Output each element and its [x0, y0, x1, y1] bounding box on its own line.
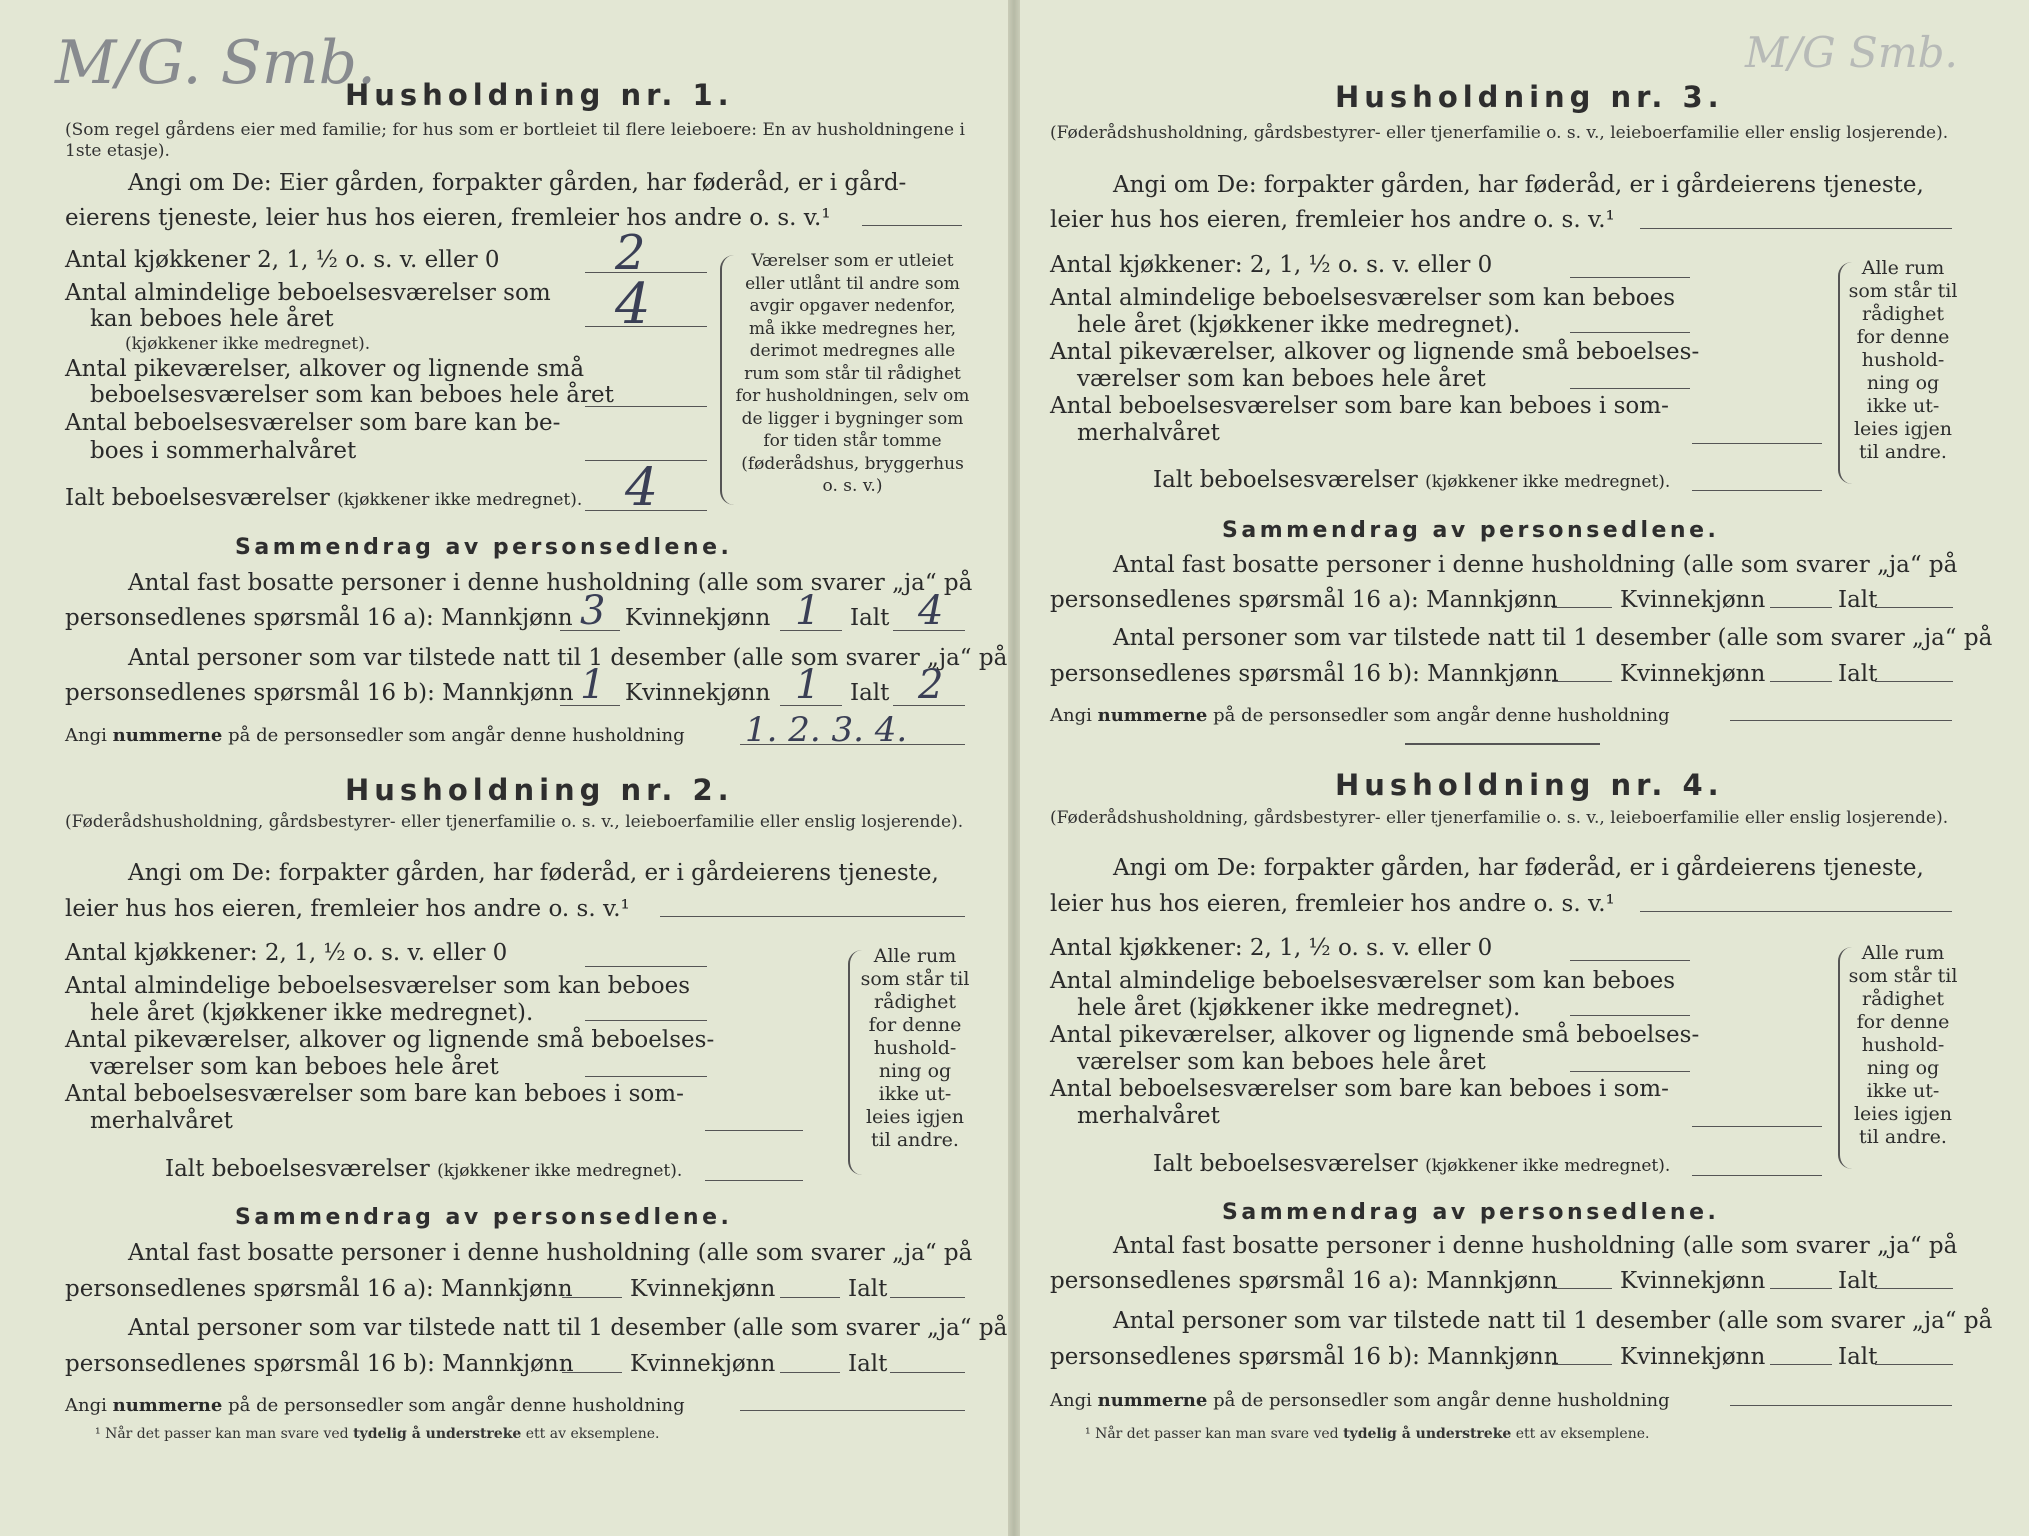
- h2-kitchens-label: Antal kjøkkener: 2, 1, ½ o. s. v. eller 0: [65, 940, 508, 966]
- h4-summary-s1b: personsedlenes spørsmål 16 a): Mannkjønn: [1050, 1268, 1558, 1294]
- left-footnote-post: ett av eksemplene.: [525, 1426, 660, 1442]
- h3-summary-s2a: Antal personer som var tilstede natt til 1 desember (alle som svarer „ja“ på: [1113, 625, 1993, 651]
- h2-summary-s1b: personsedlenes spørsmål 16 a): Mannkjønn: [65, 1276, 573, 1302]
- h4-kitchens-field: [1570, 960, 1690, 961]
- household-3-angi-line2: leier hus hos eieren, fremleier hos andre o. s. v.¹: [1050, 207, 1615, 233]
- h2-s1-male-field: [562, 1297, 622, 1298]
- h3-total-small: (kjøkkener ikke medregnet).: [1425, 472, 1671, 492]
- h4-summary-s1a: Antal fast bosatte personer i denne husholdning (alle som svarer „ja“ på: [1113, 1233, 1958, 1259]
- h2-numbers-pre: Angi: [65, 1395, 107, 1416]
- h3-kitchens-label: Antal kjøkkener: 2, 1, ½ o. s. v. eller 0: [1050, 252, 1493, 278]
- h1-side-note: Værelser som er utleiet eller utlånt til andre som avgir opgaver nedenfor, må ikke medregnes her, derimot medregnes alle rum som står til rådighet for husholdningen, selv om de ligger i bygninger som for tiden står tomme (føderådshus, bryggerhus o. s. v.): [735, 251, 970, 496]
- household-1-angi-line2: eierens tjeneste, leier hus hos eieren, fremleier hos andre o. s. v.¹: [65, 205, 831, 231]
- h3-numbers-bold: nummerne: [1097, 705, 1208, 726]
- right-footnote-pre: ¹ Når det passer kan man svare ved: [1085, 1426, 1339, 1442]
- left-footnote-bold: tydelig å understreke: [353, 1426, 522, 1442]
- h3-summer-rooms-label-a: Antal beboelsesværelser som bare kan beboes i som-: [1050, 393, 1669, 419]
- h1-kitchens-value: 2: [615, 225, 646, 281]
- h2-rooms-label-b: hele året (kjøkkener ikke medregnet).: [90, 1000, 534, 1026]
- h4-numbers-pre: Angi: [1050, 1390, 1092, 1411]
- h2-rooms-field: [585, 1020, 707, 1021]
- h1-total-value: 4: [625, 458, 659, 518]
- household-2-angi-line2: leier hus hos eieren, fremleier hos andre o. s. v.¹: [65, 896, 630, 922]
- h3-summary-title: Sammendrag av personsedlene.: [1222, 518, 1720, 543]
- household-1-title: Husholdning nr. 1.: [345, 78, 734, 112]
- h4-s2-total-field: [1875, 1364, 1953, 1365]
- h2-numbers-field: [740, 1410, 965, 1411]
- household-1-subtitle: (Som regel gårdens eier med familie; for hus som er bortleiet til flere leieboere: En av husholdningene i 1ste etasje).: [65, 120, 965, 161]
- h1-numbers-label: [65, 723, 685, 749]
- h1-summary-s2a: Antal personer som var tilstede natt til 1 desember (alle som svarer „ja“ på: [128, 645, 1008, 671]
- h1-summer-rooms-label-a: Antal beboelsesværelser som bare kan be-: [65, 410, 561, 436]
- h1-kitchens-label: Antal kjøkkener 2, 1, ½ o. s. v. eller 0: [65, 247, 500, 273]
- h1-numbers-post: på de personsedler som angår denne husholdning: [228, 725, 685, 746]
- h1-s1-total-label: Ialt: [850, 605, 890, 631]
- right-footnote: [1085, 1426, 1649, 1442]
- h4-s1-total-label: Ialt: [1838, 1268, 1878, 1294]
- right-handwritten-note: M/G Smb.: [1745, 28, 1958, 77]
- handwritten-note: M/G. Smb.: [55, 28, 377, 98]
- h3-s2-total-label: Ialt: [1838, 661, 1878, 687]
- h2-total-text: Ialt beboelsesværelser: [165, 1156, 430, 1182]
- h2-summary-s2b: personsedlenes spørsmål 16 b): Mannkjønn: [65, 1351, 574, 1377]
- h4-s1-total-field: [1875, 1288, 1953, 1289]
- h3-summer-rooms-label-b: merhalvåret: [1077, 420, 1220, 446]
- h4-summer-rooms-field: [1692, 1126, 1822, 1127]
- household-2-title: Husholdning nr. 2.: [345, 773, 734, 807]
- h2-total-field: [705, 1180, 803, 1181]
- h2-s1-total-label: Ialt: [848, 1276, 888, 1302]
- h3-s1-female-label: Kvinnekjønn: [1620, 587, 1766, 613]
- h2-kitchens-field: [585, 966, 707, 967]
- h2-summer-rooms-label-b: merhalvåret: [90, 1108, 233, 1134]
- h1-numbers-bold: nummerne: [112, 725, 223, 746]
- h4-total-text: Ialt beboelsesværelser: [1153, 1151, 1418, 1177]
- h3-total-field: [1692, 490, 1822, 491]
- h2-rooms-label-a: Antal almindelige beboelsesværelser som kan beboes: [65, 973, 691, 999]
- household-4-angi-line1: Angi om De: forpakter gården, har føderåd, er i gårdeierens tjeneste,: [1113, 855, 1924, 881]
- h1-s1-total-value: 4: [918, 588, 944, 634]
- section-divider: [1405, 743, 1600, 745]
- h4-numbers-field: [1730, 1405, 1952, 1406]
- h2-summary-s1a: Antal fast bosatte personer i denne husholdning (alle som svarer „ja“ på: [128, 1240, 973, 1266]
- h3-small-rooms-label-b: værelser som kan beboes hele året: [1077, 366, 1486, 392]
- h4-s1-female-label: Kvinnekjønn: [1620, 1268, 1766, 1294]
- h3-total-label: [1153, 467, 1670, 495]
- h1-rooms-label-a: Antal almindelige beboelsesværelser som: [65, 280, 551, 306]
- h2-s2-total-label: Ialt: [848, 1351, 888, 1377]
- household-3-subtitle: (Føderådshusholdning, gårdsbestyrer- eller tjenerfamilie o. s. v., leieboerfamilie eller enslig losjerende).: [1050, 123, 1949, 143]
- h1-total-label: [65, 485, 582, 513]
- h1-summary-s1a: Antal fast bosatte personer i denne husholdning (alle som svarer „ja“ på: [128, 570, 973, 596]
- h3-numbers-pre: Angi: [1050, 705, 1092, 726]
- h4-rooms-field: [1570, 1015, 1690, 1016]
- h2-s1-female-field: [780, 1297, 840, 1298]
- h1-rooms-value: 4: [615, 272, 651, 337]
- h2-small-rooms-label-a: Antal pikeværelser, alkover og lignende små beboelses-: [65, 1027, 715, 1053]
- h1-numbers-value: 1. 2. 3. 4.: [745, 710, 908, 750]
- h4-total-field: [1692, 1175, 1822, 1176]
- h1-s2-female-value: 1: [795, 662, 821, 708]
- h3-s1-total-field: [1875, 607, 1953, 608]
- household-3-angi-line1: Angi om De: forpakter gården, har føderåd, er i gårdeierens tjeneste,: [1113, 172, 1924, 198]
- h3-s2-total-field: [1875, 681, 1953, 682]
- h3-numbers-label: [1050, 703, 1670, 729]
- page-spine: [1008, 0, 1020, 1536]
- h2-s1-female-label: Kvinnekjønn: [630, 1276, 776, 1302]
- h1-s1-female-label: Kvinnekjønn: [625, 605, 771, 631]
- h4-s2-female-field: [1770, 1364, 1832, 1365]
- h3-s2-female-field: [1770, 681, 1832, 682]
- h4-summary-s2b: personsedlenes spørsmål 16 b): Mannkjønn: [1050, 1344, 1559, 1370]
- h3-rooms-label-a: Antal almindelige beboelsesværelser som kan beboes: [1050, 285, 1676, 311]
- h1-rooms-label-b: kan beboes hele året: [90, 306, 334, 332]
- h1-summary-s1b: [65, 605, 573, 631]
- household-3-angi-field: [1640, 228, 1952, 229]
- h2-summary-s2a: Antal personer som var tilstede natt til 1 desember (alle som svarer „ja“ på: [128, 1315, 1008, 1341]
- h3-s2-female-label: Kvinnekjønn: [1620, 661, 1766, 687]
- left-footnote-pre: ¹ Når det passer kan man svare ved: [95, 1426, 349, 1442]
- h3-s1-male-field: [1552, 607, 1612, 608]
- h4-kitchens-label: Antal kjøkkener: 2, 1, ½ o. s. v. eller 0: [1050, 935, 1493, 961]
- h2-small-rooms-label-b: værelser som kan beboes hele året: [90, 1054, 499, 1080]
- h2-side-note: Alle rum som står til rådighet for denne hushold-ning og ikke ut-leies igjen til andre.: [860, 945, 970, 1151]
- h4-s1-male-field: [1552, 1288, 1612, 1289]
- h1-rooms-label-c: (kjøkkener ikke medregnet).: [125, 334, 371, 354]
- h1-summary-s2b: personsedlenes spørsmål 16 b): Mannkjønn: [65, 680, 574, 706]
- household-4-angi-line2: leier hus hos eieren, fremleier hos andre o. s. v.¹: [1050, 891, 1615, 917]
- h2-s2-female-field: [780, 1372, 840, 1373]
- h4-summer-rooms-label-a: Antal beboelsesværelser som bare kan beboes i som-: [1050, 1076, 1669, 1102]
- h2-summer-rooms-field: [705, 1130, 803, 1131]
- h4-s2-male-field: [1552, 1364, 1612, 1365]
- household-3-title: Husholdning nr. 3.: [1335, 80, 1724, 114]
- h1-s1-female-value: 1: [795, 588, 821, 634]
- h4-s2-total-label: Ialt: [1838, 1344, 1878, 1370]
- right-footnote-post: ett av eksemplene.: [1515, 1426, 1650, 1442]
- h2-small-rooms-field: [585, 1076, 707, 1077]
- left-footnote: [95, 1426, 659, 1442]
- household-4-angi-field: [1640, 911, 1952, 912]
- h4-numbers-post: på de personsedler som angår denne husholdning: [1213, 1390, 1670, 1411]
- h4-numbers-bold: nummerne: [1097, 1390, 1208, 1411]
- h3-summary-s2b: personsedlenes spørsmål 16 b): Mannkjønn: [1050, 661, 1559, 687]
- h3-summer-rooms-field: [1692, 443, 1822, 444]
- h3-s1-female-field: [1770, 607, 1832, 608]
- h3-summary-s1b: personsedlenes spørsmål 16 a): Mannkjønn: [1050, 587, 1558, 613]
- h1-s2-female-label: Kvinnekjønn: [625, 680, 771, 706]
- household-2-angi-field: [660, 916, 965, 917]
- h3-summary-s1a: Antal fast bosatte personer i denne husholdning (alle som svarer „ja“ på: [1113, 552, 1958, 578]
- h2-summer-rooms-label-a: Antal beboelsesværelser som bare kan beboes i som-: [65, 1081, 684, 1107]
- h1-numbers-pre: Angi: [65, 725, 107, 746]
- h1-total-text: Ialt beboelsesværelser: [65, 485, 330, 511]
- h2-total-label: [165, 1156, 682, 1184]
- household-1-angi-line1: Angi om De: Eier gården, forpakter gården, har føderåd, er i gård-: [128, 170, 907, 196]
- h2-numbers-bold: nummerne: [112, 1395, 223, 1416]
- h4-summer-rooms-label-b: merhalvåret: [1077, 1103, 1220, 1129]
- h2-s2-female-label: Kvinnekjønn: [630, 1351, 776, 1377]
- h1-summary-title: Sammendrag av personsedlene.: [235, 535, 733, 560]
- h1-total-small: (kjøkkener ikke medregnet).: [337, 490, 583, 510]
- h3-total-text: Ialt beboelsesværelser: [1153, 467, 1418, 493]
- h1-note-brace: [720, 255, 734, 505]
- h2-summary-title: Sammendrag av personsedlene.: [235, 1205, 733, 1230]
- h3-rooms-field: [1570, 332, 1690, 333]
- h4-total-label: [1153, 1151, 1670, 1179]
- h4-total-small: (kjøkkener ikke medregnet).: [1425, 1156, 1671, 1176]
- h3-small-rooms-field: [1570, 388, 1690, 389]
- h2-s1-total-field: [890, 1297, 965, 1298]
- h3-side-note: Alle rum som står til rådighet for denne hushold-ning og ikke ut-leies igjen til andre.: [1848, 257, 1958, 463]
- h1-small-rooms-label-b: beboelsesværelser som kan beboes hele året: [90, 382, 614, 408]
- right-footnote-bold: tydelig å understreke: [1343, 1426, 1512, 1442]
- h4-small-rooms-label-a: Antal pikeværelser, alkover og lignende små beboelses-: [1050, 1022, 1700, 1048]
- h3-s1-total-label: Ialt: [1838, 587, 1878, 613]
- h4-summary-title: Sammendrag av personsedlene.: [1222, 1200, 1720, 1225]
- h4-rooms-label-b: hele året (kjøkkener ikke medregnet).: [1077, 995, 1521, 1021]
- household-4-subtitle: (Føderådshusholdning, gårdsbestyrer- eller tjenerfamilie o. s. v., leieboerfamilie eller enslig losjerende).: [1050, 808, 1949, 828]
- h4-rooms-label-a: Antal almindelige beboelsesværelser som kan beboes: [1050, 968, 1676, 994]
- household-4-title: Husholdning nr. 4.: [1335, 768, 1724, 802]
- h3-s2-male-field: [1552, 681, 1612, 682]
- h3-rooms-label-b: hele året (kjøkkener ikke medregnet).: [1077, 312, 1521, 338]
- h4-side-note: Alle rum som står til rådighet for denne hushold-ning og ikke ut-leies igjen til andre.: [1848, 942, 1958, 1148]
- h1-s1-label: personsedlenes spørsmål 16 a): Mannkjønn: [65, 605, 573, 631]
- household-1-angi-field: [862, 225, 962, 226]
- h4-small-rooms-label-b: værelser som kan beboes hele året: [1077, 1049, 1486, 1075]
- h4-numbers-label: [1050, 1388, 1670, 1414]
- h2-s2-total-field: [890, 1372, 965, 1373]
- h3-small-rooms-label-a: Antal pikeværelser, alkover og lignende små beboelses-: [1050, 339, 1700, 365]
- h1-small-rooms-label-a: Antal pikeværelser, alkover og lignende små: [65, 356, 585, 382]
- h4-small-rooms-field: [1570, 1071, 1690, 1072]
- h1-s2-total-label: Ialt: [850, 680, 890, 706]
- h2-s2-male-field: [562, 1372, 622, 1373]
- h3-numbers-post: på de personsedler som angår denne husholdning: [1213, 705, 1670, 726]
- h1-small-rooms-field: [585, 406, 707, 407]
- h4-summary-s2a: Antal personer som var tilstede natt til 1 desember (alle som svarer „ja“ på: [1113, 1308, 1993, 1334]
- h1-s2-male-value: 1: [580, 662, 606, 708]
- h1-summer-rooms-label-b: boes i sommerhalvåret: [90, 438, 357, 464]
- household-2-angi-line1: Angi om De: forpakter gården, har føderåd, er i gårdeierens tjeneste,: [128, 860, 939, 886]
- h2-numbers-label: [65, 1393, 685, 1419]
- h1-s1-male-value: 3: [580, 588, 606, 634]
- h3-kitchens-field: [1570, 277, 1690, 278]
- h4-s2-female-label: Kvinnekjønn: [1620, 1344, 1766, 1370]
- h1-s2-total-value: 2: [918, 662, 944, 708]
- h2-numbers-post: på de personsedler som angår denne husholdning: [228, 1395, 685, 1416]
- h4-s1-female-field: [1770, 1288, 1832, 1289]
- h3-numbers-field: [1730, 720, 1952, 721]
- household-2-subtitle: (Føderådshusholdning, gårdsbestyrer- eller tjenerfamilie o. s. v., leieboerfamilie eller enslig losjerende).: [65, 812, 964, 832]
- h2-total-small: (kjøkkener ikke medregnet).: [437, 1161, 683, 1181]
